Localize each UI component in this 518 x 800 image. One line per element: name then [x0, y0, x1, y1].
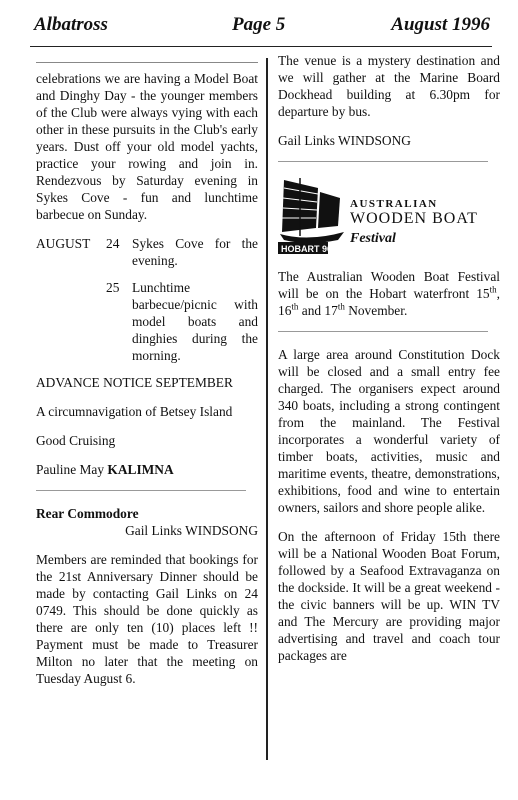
schedule-text: Lunchtime barbecue/picnic with model boats and dinghies during the morning. [132, 280, 258, 363]
signature [36, 461, 258, 478]
section-separator [278, 331, 488, 332]
rear-commodore-name: Gail Links WINDSONG [125, 523, 258, 538]
venue-signature: Gail Links WINDSONG [278, 133, 411, 148]
header-rule [30, 46, 492, 47]
schedule-day: 25 [106, 280, 120, 295]
newsletter-title: Albatross [34, 14, 108, 35]
good-cruising: Good Cruising [36, 433, 116, 448]
logo-badge: HOBART 96 [281, 244, 333, 254]
advance-notice: ADVANCE NOTICE SEPTEMBER [36, 375, 233, 390]
circumnavigation-text: A circumnavigation of Betsey Island [36, 404, 233, 419]
area-paragraph: A large area around Constitution Dock will be closed and a small entry fee charged. The organisers expect around 340 boats, including a strong contingent from the mainland. The Festival incorporates a wonderful variety of timber boats, activities, music and maritime events, theatre, demonstrations, exhibitions, food and wine to entertain owners, sailors and shore people alike. [278, 347, 500, 515]
schedule-month [36, 279, 106, 364]
schedule-row [36, 279, 258, 364]
logo-line-3: Festival [350, 231, 396, 246]
column-divider [266, 58, 268, 760]
festival-dates-paragraph: The Australian Wooden Boat Festival will be on the Hobart waterfront 15th, 16th and 17th November. [278, 269, 500, 318]
festival-logo [278, 176, 500, 256]
section-separator [278, 161, 488, 162]
members-paragraph: Members are reminded that bookings for the 21st Anniversary Dinner should be made by contacting Gail Links on 24 0749. This should be done quickly as there are only ten (10) places left !! Payment must be made to Treasurer Milton no later that the meeting on Tuesday August 6. [36, 552, 258, 686]
rear-commodore-title: Rear Commodore [36, 506, 139, 521]
section-separator [36, 490, 246, 491]
schedule-text: Sykes Cove for the evening. [132, 236, 258, 268]
left-top-rule [36, 62, 258, 63]
schedule-row [36, 235, 258, 269]
logo-line-2: WOODEN BOAT [350, 210, 478, 227]
page-number: Page 5 [232, 14, 286, 35]
schedule-month: AUGUST [36, 236, 91, 251]
venue-paragraph: The venue is a mystery destination and we will gather at the Marine Board Dockhead building at 6.30pm for departure by bus. [278, 53, 500, 119]
friday-paragraph: On the afternoon of Friday 15th there will be a National Wooden Boat Forum, followed by a Seafood Extravaganza on the dockside. It will be a great weekend - the civic banners will be up. WIN TV and The Mercury are providing major advertising and travel and coach tour packages are [278, 529, 500, 663]
signature-boat: KALIMNA [107, 462, 174, 477]
junk-boat-icon [278, 176, 348, 256]
schedule-day: 24 [106, 236, 120, 251]
page-header [0, 14, 518, 42]
issue-date: August 1996 [391, 14, 490, 35]
right-column [278, 52, 500, 676]
logo-line-1: AUSTRALIAN [350, 198, 438, 210]
left-column [36, 70, 258, 699]
signature-name: Pauline May [36, 462, 105, 477]
intro-paragraph: celebrations we are having a Model Boat and Dinghy Day - the younger members of the Club were always vying with each other in these pursuits in the Club's early years. Dust off your old model yachts, practice your rowing and join in. Rendezvous by Saturday evening in Sykes Cove - fun and lunchtime barbecue on Sunday. [36, 71, 258, 222]
